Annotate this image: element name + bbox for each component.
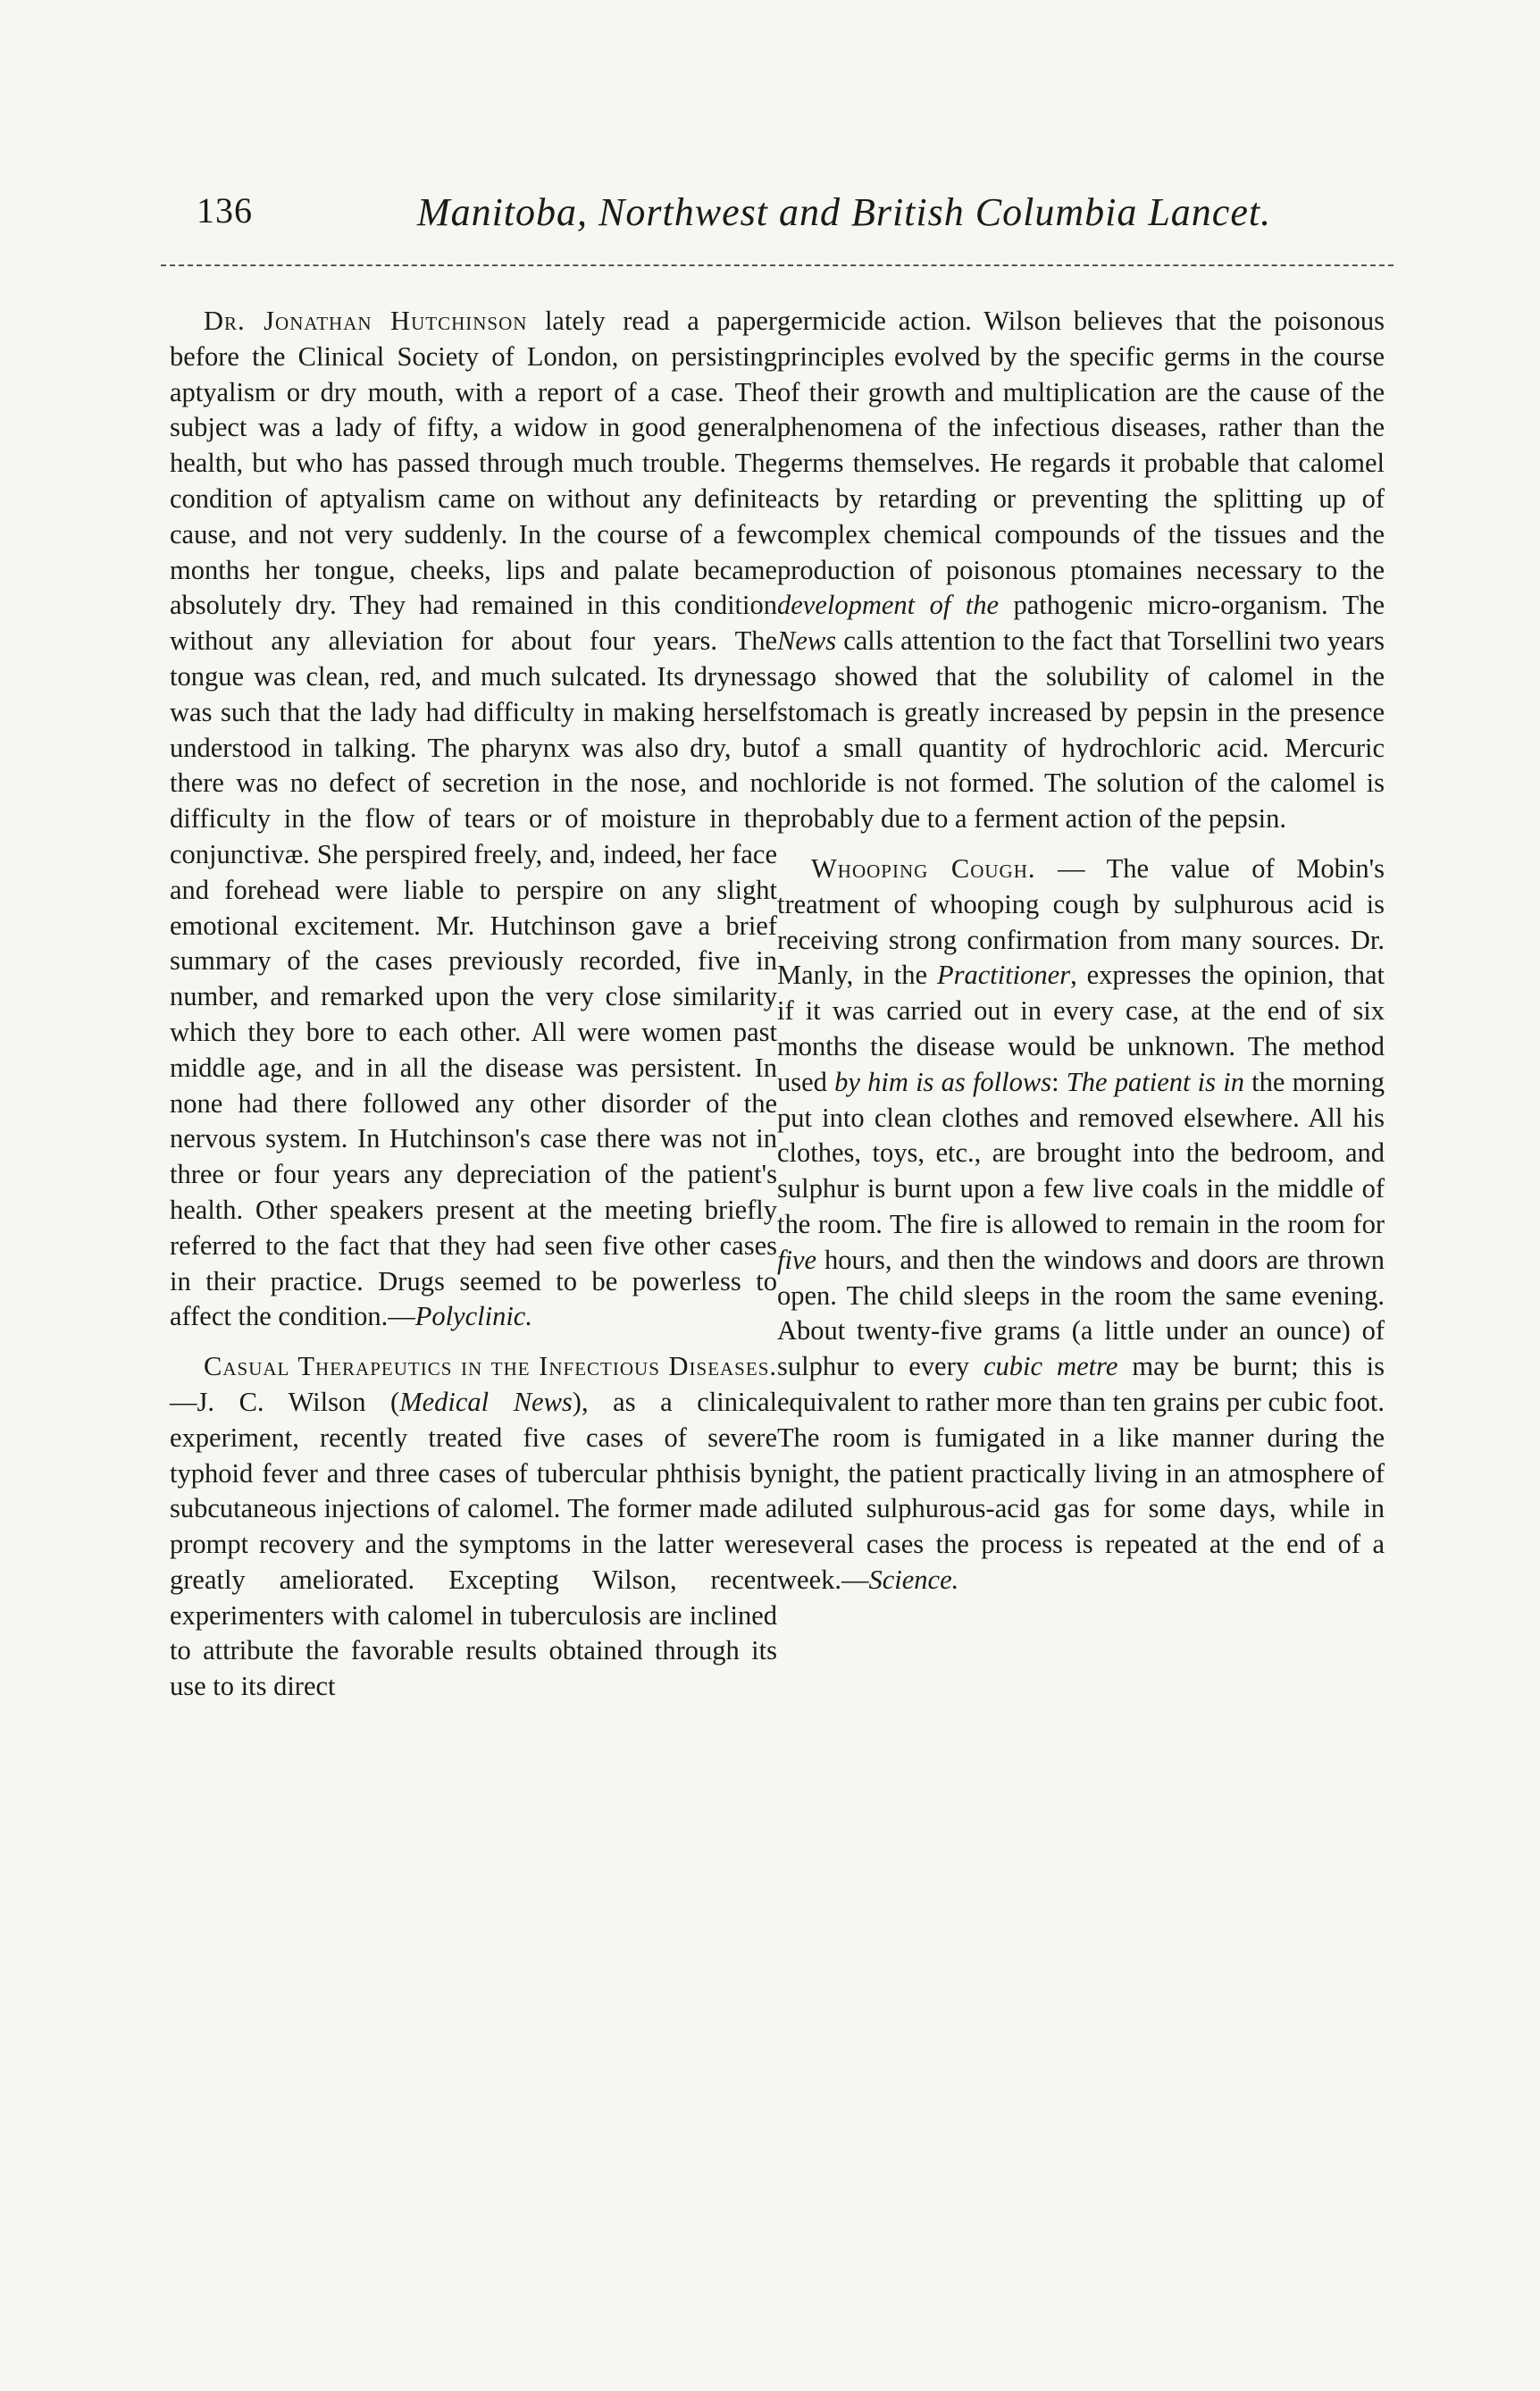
article-body-right-italic: development of the [777,590,1000,621]
article-italic-3: five [777,1244,817,1275]
left-column [170,304,777,1705]
article-body-6: may be burnt; this is equivalent to rather more than ten grains per cubic foot. The room is fumigated in a like manner during the night, the patient practically living in an atmosphere of diluted sulphurous-acid gas for some days, while in several cases the process is repeated at the end of a week.— [777,1351,1385,1595]
article-body-2: , expresses the opinion, that if it was carried out in every case, at the end of six months the disease would be unknown. The method used [777,960,1385,1097]
article-italic-1: by him is as follows [834,1066,1052,1097]
article-casual-therapeutics-cont [777,304,1385,837]
article-body-3: : [1051,1066,1067,1097]
article-body-right-1: germicide action. Wilson believes that the poisonous principles evolved by the specific germs in the course of their growth and multiplication are the cause of the phenomena of the infectious diseases, rather than the germs themselves. He regards it probable that calomel acts by retarding or preventing the splitting up of complex chemical compounds of the tissues and the production of poisonous ptomaines necessary to the [777,306,1385,585]
article-practitioner: Practitioner [936,960,1071,991]
article-heading: Whooping Cough. [811,852,1036,884]
page-header [170,189,1385,252]
article-source: Science. [868,1564,959,1595]
article-italic-4: cubic metre [983,1351,1118,1382]
right-column [777,304,1385,1598]
article-lead: Dr. Jonathan Hutchinson [204,306,528,336]
article-author: —J. C. Wilson ( [170,1386,400,1417]
article-source: Polyclinic. [414,1301,532,1332]
article-italic-2: The patient is in [1066,1066,1244,1097]
article-aptyalism [170,304,777,1335]
article-body-5: hours, and then the windows and doors are thrown open. The child sleeps in the room the same evening. About twenty-five grams (a little under an ounce) of sulphur to every [777,1244,1385,1382]
running-title: Manitoba, Northwest and British Columbia Lancet. [416,190,1272,234]
article-casual-therapeutics [170,1349,777,1705]
header-rule [161,264,1394,266]
page-number: 136 [197,190,253,231]
article-news: News [777,625,837,657]
article-body: lately read a paper before the Clinical Society of London, on persisting aptyalism or dry mouth, with a report of a case. The subject was a lady of fifty, a widow in good general health, but who has passed through much trouble. The condition of aptyalism came on without any definite cause, and not very suddenly. In the course of a few months her tongue, cheeks, lips and palate became absolutely dry. They had remained in this condition without any alleviation for about four years. The tongue was clean, red, and much sulcated. Its dryness was such that the lady had difficulty in making herself understood in talking. The pharynx was also dry, but there was no defect of secretion in the nose, and no difficulty in the flow of tears or of moisture in the conjunctivæ. She perspired freely, and, indeed, her face and forehead were liable to perspire on any slight emotional excitement. Mr. Hutchinson gave a brief summary of the cases previously recorded, five in number, and remarked upon the very close similarity which they bore to each other. All were women past middle age, and in all the disease was persistent. In none had there followed any other disorder of the nervous system. In Hutchinson's case there was not in three or four years any depreciation of the patient's health. Other speakers present at the meeting briefly referred to the fact that they had seen five other cases in their practice. Drugs seemed to be powerless to affect the condition.— [170,306,777,1332]
article-journal: Medical News [399,1386,573,1417]
article-heading: Casual Therapeutics in the Infectious Diseases. [204,1351,777,1382]
article-whooping-cough [777,852,1385,1598]
article-body-right-2: pathogenic micro-organism. The [999,590,1385,621]
article-body-1: — The value of Mobin's treatment of whooping cough by sulphurous acid is receiving strong confirmation from many sources. Dr. Manly, in the [777,852,1385,991]
article-body-left: ), as a clinical experiment, recently treated five cases of severe typhoid fever and three cases of tubercular phthisis by subcutaneous injections of calomel. The former made a prompt recovery and the symptoms in the latter were greatly ameliorated. Excepting Wilson, recent experimenters with calomel in tuberculosis are inclined to attribute the favorable results obtained through its use to its direct [170,1386,778,1702]
article-body-right-3: calls attention to the fact that Torsellini two years ago showed that the solubility of calomel in the stomach is greatly increased by pepsin in the presence of a small quantity of hydrochloric acid. Mercuric chloride is not formed. The solution of the calomel is probably due to a ferment action of the pepsin. [777,625,1385,835]
article-body-4: the morning put into clean clothes and removed elsewhere. All his clothes, toys, etc., are brought into the bedroom, and sulphur is burnt upon a few live coals in the middle of the room. The fire is allowed to remain in the room for [777,1066,1385,1239]
